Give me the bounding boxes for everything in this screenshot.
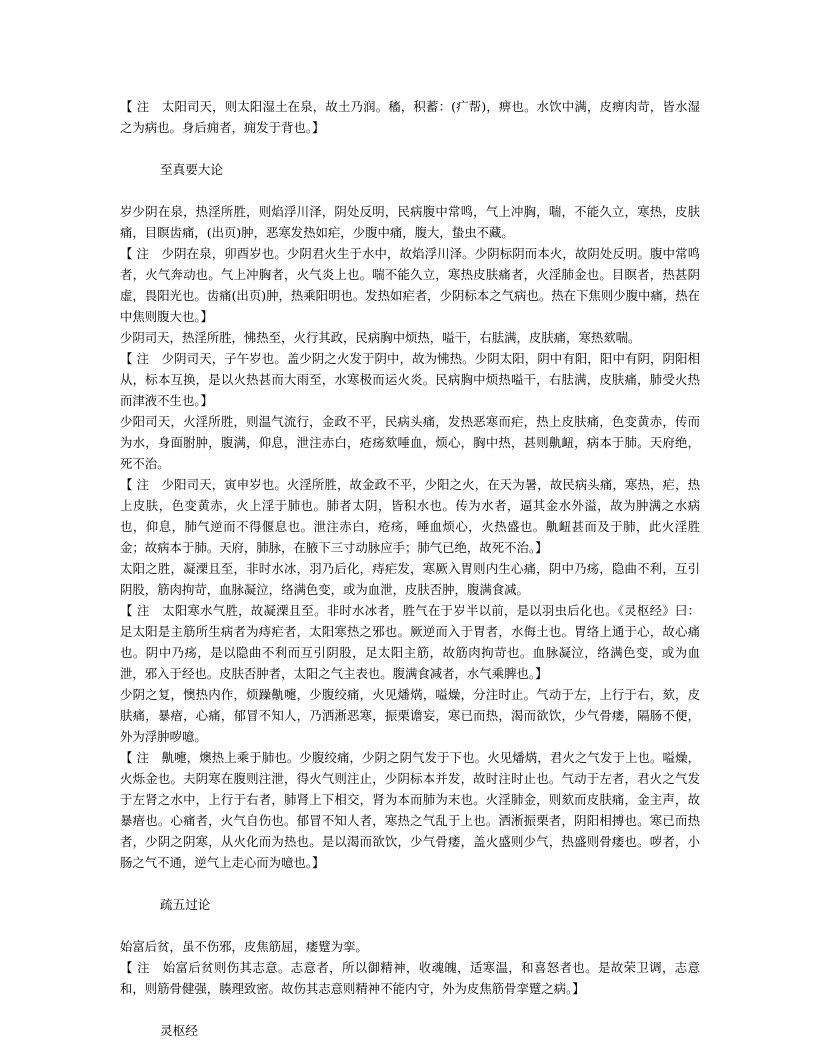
section-heading: 至真要大论 (160, 162, 223, 177)
annotation-paragraph: 【 注 太阳寒水气胜，故凝溧且至。非时水冰者，胜气在于岁半以前，是以羽虫后化也。《灵枢经》曰：足太阳是主筋所生病者为痔疟者，太阳寒热之邪也。厥逆而入于胃者，水侮土也。胃络上通于心，故心痛也。阴中乃疡，是以隐曲不利而互引阴股，足太阳主筋，故筋肉拘苛也。血脉凝泣，络满色变，或为血泄，邪入于经也。皮肤否肿者，太阳之气主表也。腹满食减者，水气乘脾也。】 (120, 603, 700, 681)
text-paragraph: 少阴司天，热淫所胜，怫热至，火行其政，民病胸中烦热，嗌干，右胠满，皮肤痛，寒热欬喘。 (120, 330, 641, 345)
text-paragraph: 少阴之复，懊热内作，烦躁鼽嚏，少腹绞痛，火见燔焫，嗌燥，分注时止。气动于左，上行于右，欬，皮肤痛，暴瘖，心痛，郁冒不知人，乃洒淅恶寒，振栗谵妄，寒已而热，渴而欲饮，少气骨痿，隔肠不便，外为浮肿哕噫。 (120, 687, 700, 744)
annotation-paragraph: 【 注 少阴司天，子午岁也。盖少阴之火发于阴中，故为怫热。少阴太阳，阴中有阳，阳中有阴，阴阳相从，标本互换，是以火热甚而大雨至，水寒极而运火炎。民病胸中烦热嗌干，右胠满，皮肤痛，肺受火热而津液不生也。】 (120, 351, 700, 408)
section-heading: 灵枢经 (160, 1023, 198, 1038)
annotation-paragraph: 【 注 始富后贫则伤其志意。志意者，所以御精神，收魂魄，适寒温，和喜怒者也。是故荣卫调，志意和，则筋骨健强，腠理致密。故伤其志意则精神不能内守，外为皮焦筋骨挛躄之病。】 (120, 960, 700, 996)
annotation-paragraph: 【 注 少阳司天，寅申岁也。火淫所胜，故金政不平，少阳之火，在天为暑，故民病头痛，寒热，疟，热上皮肤，色变黄赤，火上淫于肺也。肺者太阴，皆积水也。传为水者，逼其金水外溢，故为肿满之水病也，仰息，肺气逆而不得偃息也。泄注赤白，疮疡，唾血烦心，火热盛也。鼽衄甚而及于肺，此火淫胜金；故病本于肺。天府，肺脉，在腋下三寸动脉应手；肺气已绝，故死不治。】 (120, 477, 700, 555)
document-page (120, 96, 700, 1041)
text-paragraph: 岁少阴在泉，热淫所胜，则焰浮川泽，阴处反明，民病腹中常鸣，气上冲胸，喘，不能久立，寒热，皮肤痛，目瞑齿痛，(出页)肿，恶寒发热如疟，少腹中痛，腹大，蛰虫不藏。 (120, 204, 700, 240)
annotation-paragraph: 【 注 鼽嚏，燠热上乘于肺也。少腹绞痛，少阴之阴气发于下也。火见燔焫，君火之气发于上也。嗌燥，火烁金也。夫阴寒在腹则注泄，得火气则注止，少阴标本并发，故时注时止也。气动于左者，君火之气发于左肾之水中，上行于右者，肺肾上下相交，肾为本而肺为末也。火淫肺金，则欬而皮肤痛，金主声，故暴瘖也。心痛者，火气自伤也。郁冒不知人者，寒热之气乱于上也。洒淅振栗者，阴阳相搏也。寒已而热者，少阴之阴寒，从火化而为热也。是以渴而欲饮，少气骨痿，盖火盛则少气，热盛则骨痿也。哕者，小肠之气不通，逆气上走心而为噫也。】 (120, 750, 700, 870)
annotation-paragraph: 【 注 太阳司天，则太阳湿土在泉，故土乃润。稸，积蓄：(疒帮)，痹也。水饮中满，皮痹肉苛，皆水湿之为病也。身后痈者，痈发于背也。】 (120, 99, 700, 135)
text-paragraph: 始富后贫，虽不伤邪，皮焦筋屈，痿躄为挛。 (120, 939, 368, 954)
section-heading: 疏五过论 (160, 897, 211, 912)
text-paragraph: 太阳之胜，凝溧且至，非时水冰，羽乃后化，痔疟发，寒厥入胃则内生心痛，阴中乃疡，隐曲不利，互引阴股，筋肉拘苛，血脉凝泣，络满色变，或为血泄，皮肤否肿，腹满食减。 (120, 561, 700, 597)
text-paragraph: 少阳司天，火淫所胜，则温气流行，金政不平，民病头痛，发热恶寒而疟，热上皮肤痛，色变黄赤，传而为水，身面胕肿，腹满，仰息，泄注赤白，疮疡欬唾血，烦心，胸中热，甚则鼽衄，病本于肺。天府绝，死不治。 (120, 414, 700, 471)
annotation-paragraph: 【 注 少阴在泉，卯酉岁也。少阴君火生于水中，故焰浮川泽。少阴标阴而本火，故阴处反明。腹中常鸣者，火气奔动也。气上冲胸者，火气炎上也。喘不能久立，寒热皮肤痛者，火淫肺金也。目瞑者，热甚阴虚，畏阳光也。齿痛(出页)肿，热乘阳明也。发热如疟者，少阴标本之气病也。热在下焦则少腹中痛，热在中焦则腹大也。】 (120, 246, 700, 324)
